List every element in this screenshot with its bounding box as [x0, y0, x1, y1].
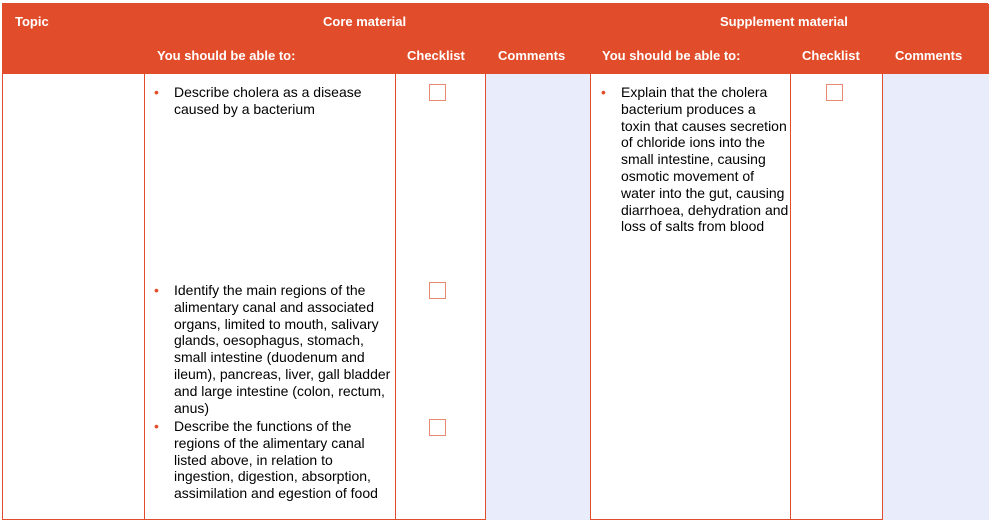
supplement-item-text: Explain that the cholera bacterium produces a toxin that causes secretion of chloride ions into the small intestine, causing osmotic movement of water into the gut, causing diarrhoea, dehydration and loss of salts from blood [621, 84, 789, 235]
supplement-comments-cell[interactable] [883, 74, 989, 520]
core-checkbox[interactable] [429, 282, 446, 299]
bullet-icon: • [601, 84, 606, 100]
core-item-text: Describe the functions of the regions of the alimentary canal listed above, in relation to ingestion, digestion, absorption, assimilation and egestion of food [174, 418, 378, 502]
core-material-header: Core material [323, 14, 407, 29]
core-item [154, 282, 392, 416]
column-divider [882, 74, 883, 520]
column-divider [395, 74, 396, 520]
core-item-text: Identify the main regions of the alimentary canal and associated organs, limited to mouth, salivary glands, oesophagus, stomach, small intestine (duodenum and ileum), pancreas, liver, gall bladder and large intestine (colon, rectum, anus) [174, 282, 391, 416]
checklist-table [2, 3, 988, 520]
bullet-icon: • [154, 84, 159, 100]
supplement-material-header: Supplement material [720, 14, 848, 29]
table-header [3, 4, 989, 74]
core-able-header: You should be able to: [157, 48, 296, 63]
topic-header: Topic [15, 14, 49, 29]
column-divider [144, 74, 145, 520]
core-item-text: Describe cholera as a disease caused by a bacterium [174, 84, 362, 117]
core-checkbox[interactable] [429, 84, 446, 101]
supplement-comments-header: Comments [895, 48, 963, 63]
bullet-icon: • [154, 282, 159, 298]
supplement-item [601, 84, 789, 235]
core-comments-cell[interactable] [486, 74, 590, 520]
core-item [154, 418, 392, 502]
core-checklist-header: Checklist [407, 48, 465, 63]
column-divider [485, 74, 486, 520]
column-divider [590, 74, 591, 520]
supplement-checklist-header: Checklist [802, 48, 860, 63]
supplement-checkbox[interactable] [826, 84, 843, 101]
core-checkbox[interactable] [429, 419, 446, 436]
core-item [154, 84, 384, 118]
supplement-able-header: You should be able to: [602, 48, 741, 63]
bullet-icon: • [154, 418, 159, 434]
core-comments-header: Comments [498, 48, 566, 63]
column-divider [790, 74, 791, 520]
